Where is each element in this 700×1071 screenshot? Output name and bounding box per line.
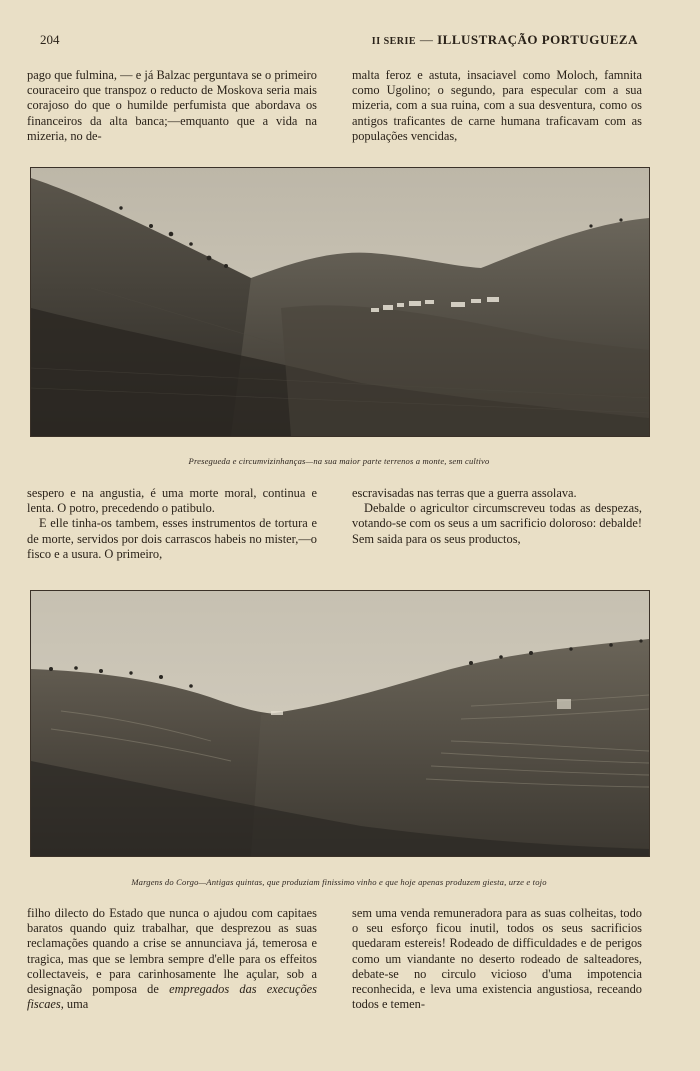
photo-presegueda xyxy=(30,167,650,437)
column-right-middle xyxy=(352,486,642,547)
paragraph-text: filho dilecto do Estado que nunca o ajudou com capitaes baratos quando quiz trabalhar, que desprezou as suas reclamações quando a crise se annunciava já, temerosa e tragica, mas que se lembra sempre d'elle para os effeitos collectaveis, e para carinhosamente lhe açular, sob a designação pomposa de xyxy=(27,906,317,997)
paragraph: sespero e na angustia, é uma morte moral, continua e lenta. O potro, precedendo o patibulo. xyxy=(27,486,317,516)
paragraph-text-end: , uma xyxy=(60,997,89,1012)
photo-margens-do-corgo xyxy=(30,590,650,857)
column-left-bottom xyxy=(27,906,317,1012)
photo-presegueda-landscape xyxy=(31,168,649,436)
column-left-middle xyxy=(27,486,317,562)
photo-presegueda-caption: Presegueda e circumvizinhanças—na sua maior parte terrenos a monte, sem cultivo xyxy=(188,456,490,466)
paragraph: E elle tinha-os tambem, esses instrumentos de tortura e de morte, servidos por dois carrascos habeis no mister,—o fisco e a usura. O primeiro, xyxy=(27,516,317,561)
title-dash: — xyxy=(416,32,438,47)
paragraph: escravisadas nas terras que a guerra assolava. xyxy=(352,486,577,500)
emphasis-text: empregados das execuções fiscaes xyxy=(27,982,317,1012)
paragraph xyxy=(27,906,317,1012)
paragraph: sem uma venda remuneradora para as suas colheitas, todo o seu esforço ficou inutil, todos os seus sacrificios quedaram estereis! Rodeado de difficuldades e de perigos como um viandante no deserto rodeado de salteadores, debate-se no circulo vicioso d'uma impotencia reconhecida, e leva uma existencia angustiosa, receando todos e temen- xyxy=(352,906,642,1012)
running-title xyxy=(372,32,638,48)
series-label: II SERIE xyxy=(371,36,417,47)
photo-margens-do-corgo-landscape xyxy=(31,591,649,856)
column-left-top xyxy=(27,68,317,144)
publication-name: ILLUSTRAÇÃO PORTUGUEZA xyxy=(437,32,638,47)
page-header xyxy=(40,32,638,50)
photo-margens-do-corgo-caption: Margens do Corgo—Antigas quintas, que produziam finissimo vinho e que hoje apenas produzem giesta, urze e tojo xyxy=(131,877,547,887)
paragraph: Debalde o agricultor circumscreveu todas as despezas, votando-se com os seus a um sacrificio doloroso: debalde! Sem saida para os seus productos, xyxy=(352,501,642,546)
paragraph: pago que fulmina, — e já Balzac perguntava se o primeiro couraceiro que transpoz o reducto de Moskova seria mais corajoso do que o humilde perfumista que abordava os financeiros da alta banca;—emquanto que a vida na mizeria, no de- xyxy=(27,68,317,143)
column-right-bottom xyxy=(352,906,642,1012)
column-right-top xyxy=(352,68,642,144)
page-number: 204 xyxy=(40,32,60,47)
paragraph: malta feroz e astuta, insaciavel como Moloch, famnita como Ugolino; o segundo, para especular com a sua mizeria, com a sua ruina, com a sua desventura, como os antigos traficantes de carne humana traficavam com as populações vencidas, xyxy=(352,68,642,143)
